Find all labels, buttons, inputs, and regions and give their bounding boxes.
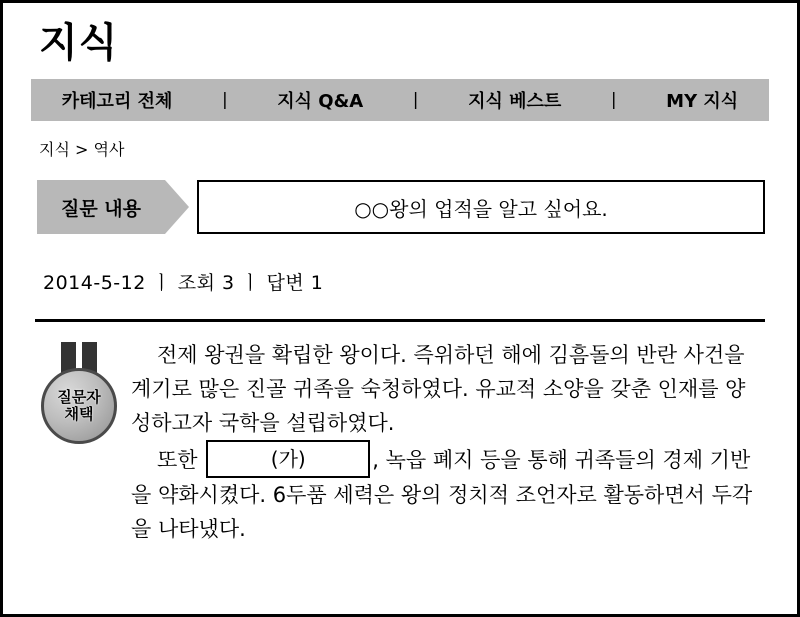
nav-separator: | (610, 90, 617, 110)
nav-item-all-categories[interactable]: 카테고리 전체 (61, 91, 173, 112)
page-title: 지식 (39, 20, 119, 66)
question-section (37, 180, 769, 234)
nav-item-my-knowledge[interactable]: MY 지식 (666, 91, 739, 112)
nav-item-knowledge-best[interactable]: 지식 베스트 (468, 91, 562, 112)
blank-answer-box: (가) (206, 440, 370, 478)
answer-section (31, 322, 769, 546)
answer-paragraph-2-after: , 녹읍 폐지 등을 통해 귀족들의 경제 기반을 약화시켰다. 6두품 세력은 왕의 정치적 조언자로 활동하면서 두각을 나타냈다. (131, 448, 753, 542)
answer-paragraph-2-before: 또한 (157, 448, 198, 473)
nav-separator: | (221, 90, 228, 110)
question-meta: 2014-5-12 ㅣ 조회 3 ㅣ 답변 1 (43, 272, 324, 294)
question-text: ○○왕의 업적을 알고 싶어요. (197, 180, 765, 234)
medal-circle-icon (41, 368, 117, 444)
nav-item-knowledge-qna[interactable]: 지식 Q&A (277, 91, 364, 112)
medal-label-line2: 채택 (64, 405, 94, 423)
answer-paragraph-1 (131, 338, 763, 440)
nav-separator: | (412, 90, 419, 110)
answer-body (127, 338, 763, 546)
answer-paragraph-1-text: 전제 왕권을 확립한 왕이다. 즉위하던 해에 김흠돌의 반란 사건을 계기로 많은 진골 귀족을 숙청하였다. 유교적 소양을 갖춘 인재를 양성하고자 국학을 설립하였다. (131, 343, 746, 436)
main-nav (31, 79, 769, 121)
question-label-wrap (37, 180, 189, 234)
accepted-answer-medal-icon (35, 342, 127, 462)
question-label: 질문 내용 (37, 180, 165, 234)
page-inner (3, 3, 797, 546)
medal-label-line1: 질문자 (57, 387, 101, 406)
breadcrumb[interactable]: 지식 > 역사 (39, 140, 125, 159)
arrow-right-icon (165, 180, 189, 234)
answer-paragraph-2 (131, 440, 763, 546)
